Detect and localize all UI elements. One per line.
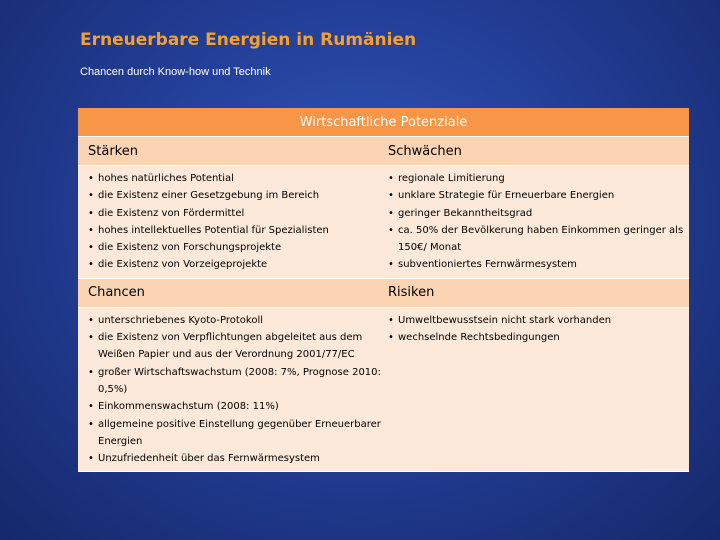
slide-subtitle: Chancen durch Know-how und Technik [80, 66, 271, 78]
opportunities-heading: Chancen [78, 278, 388, 307]
list-item: • Einkommenswachstum (2008: 11%) [88, 398, 388, 415]
list-item: • wechselnde Rechtsbedingungen [388, 329, 689, 346]
list-item: • die Existenz von Forschungsprojekte [88, 239, 388, 256]
list-item: • die Existenz von Vorzeigeprojekte [88, 256, 388, 273]
list-item: • subventioniertes Fernwärmesystem [388, 256, 689, 273]
list-item: • hohes intellektuelles Potential für Spezialisten [88, 222, 388, 239]
risks-heading: Risiken [388, 278, 689, 307]
risks-list [388, 312, 689, 347]
strengths-cell [78, 166, 388, 279]
section-row-top [78, 137, 689, 166]
content-row-bottom [78, 307, 689, 472]
list-item: • Umweltbewusstsein nicht stark vorhanden [388, 312, 689, 329]
list-item: • unterschriebenes Kyoto-Protokoll [88, 312, 388, 329]
slide-title: Erneuerbare Energien in Rumänien [80, 30, 417, 50]
swot-table [78, 108, 689, 472]
list-item: • Unzufriedenheit über das Fernwärmesystem [88, 450, 388, 467]
opportunities-list [88, 312, 388, 468]
risks-cell [388, 307, 689, 472]
list-item: • geringer Bekanntheitsgrad [388, 205, 689, 222]
list-item: • die Existenz von Fördermittel [88, 205, 388, 222]
list-item: • allgemeine positive Einstellung gegenüber Erneuerbarer Energien [88, 416, 388, 451]
weaknesses-cell [388, 166, 689, 279]
strengths-list [88, 170, 388, 274]
list-item: • die Existenz von Verpflichtungen abgeleitet aus dem Weißen Papier und aus der Verordnung 2001/77/EC [88, 329, 388, 364]
strengths-heading: Stärken [78, 137, 388, 166]
table-header-row [78, 108, 689, 137]
list-item: • unklare Strategie für Erneuerbare Energien [388, 187, 689, 204]
content-row-top [78, 166, 689, 279]
opportunities-cell [78, 307, 388, 472]
list-item: • die Existenz einer Gesetzgebung im Bereich [88, 187, 388, 204]
list-item: • regionale Limitierung [388, 170, 689, 187]
weaknesses-list [388, 170, 689, 274]
list-item: • hohes natürliches Potential [88, 170, 388, 187]
list-item: • großer Wirtschaftswachstum (2008: 7%, Prognose 2010: 0,5%) [88, 364, 388, 399]
section-row-bottom [78, 278, 689, 307]
list-item: • ca. 50% der Bevölkerung haben Einkommen geringer als 150€/ Monat [388, 222, 689, 257]
weaknesses-heading: Schwächen [388, 137, 689, 166]
table-header: Wirtschaftliche Potenziale [78, 108, 689, 137]
